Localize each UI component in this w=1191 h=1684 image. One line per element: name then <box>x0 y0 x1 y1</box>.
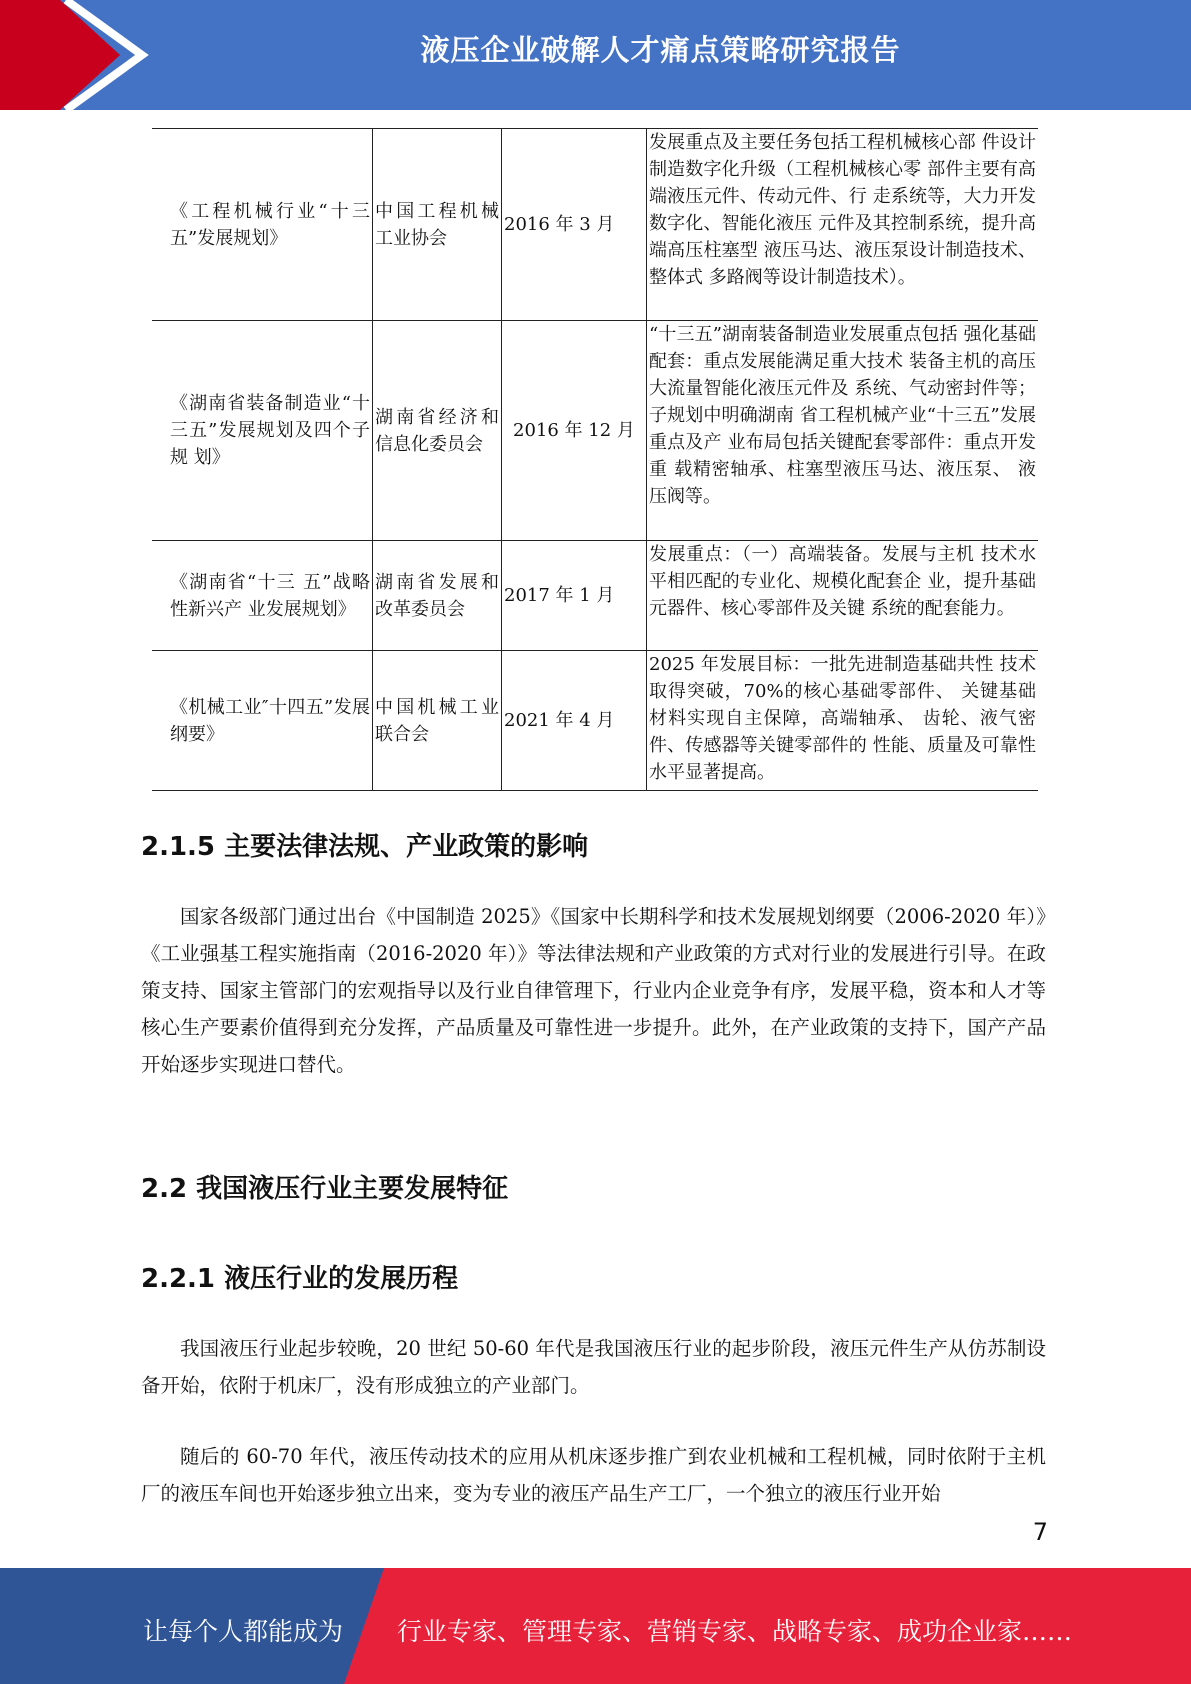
page-number: 7 <box>1032 1518 1048 1546</box>
policy-org-cell: 湖南省发展和改革委员会 <box>373 541 502 651</box>
policy-content-cell: 发展重点：（一）高端装备。发展与主机 技术水平相匹配的专业化、规模化配套企 业，提升基础元器件、核心零部件及关键 系统的配套能力。 <box>647 541 1039 651</box>
policy-date-cell: 2021 年 4 月 <box>502 651 647 791</box>
policy-content-cell: “十三五”湖南装备制造业发展重点包括 强化基础配套：重点发展能满足重大技术 装备主机的高压大流量智能化液压元件及 系统、气动密封件等；子规划中明确湖南 省工程机械产业“十三五”发展重点及产 业布局包括关键配套零部件：重点开发重 载精密轴承、柱塞型液压马达、液压泵、 液压阀等。 <box>647 321 1039 541</box>
policy-name-cell: 《湖南省装备制造业“十三五”发展规划及四个子规 划》 <box>152 321 373 541</box>
policy-name-cell: 《工程机械行业“十三五”发展规划》 <box>152 129 373 321</box>
policy-org-cell: 中国机械工业联合会 <box>373 651 502 791</box>
policy-date-cell: 2016 年 12 月 <box>502 321 647 541</box>
policy-org-cell: 湖南省经济和信息化委员会 <box>373 321 502 541</box>
report-title: 液压企业破解人才痛点策略研究报告 <box>420 33 901 67</box>
footer-slogan-left: 让每个人都能成为 <box>143 1617 344 1646</box>
table-row <box>152 541 1038 651</box>
table-row <box>152 321 1038 541</box>
policy-name-cell: 《湖南省“十三 五”战略性新兴产 业发展规划》 <box>152 541 373 651</box>
table-row <box>152 651 1038 791</box>
policy-table <box>152 128 1038 791</box>
policy-date-cell: 2017 年 1 月 <box>502 541 647 651</box>
policy-content-cell: 发展重点及主要任务包括工程机械核心部 件设计制造数字化升级（工程机械核心零 部件主要有高端液压元件、传动元件、行 走系统等，大力开发数字化、智能化液压 元件及其控制系统，提升高端高压柱塞型 液压马达、液压泵设计制造技术、整体式 多路阀等设计制造技术）。 <box>647 129 1039 321</box>
section-paragraph: 国家各级部门通过出台《中国制造 2025》《国家中长期科学和技术发展规划纲要（2006-2020 年）》《工业强基工程实施指南（2016-2020 年）》等法律法规和产业政策的方式对行业的发展进行引导。在政策支持、国家主管部门的宏观指导以及行业自律管理下，行业内企业竞争有序，发展平稳，资本和人才等核心生产要素价值得到充分发挥，产品质量及可靠性进一步提升。此外，在产业政策的支持下，国产产品开始逐步实现进口替代。 <box>141 905 1046 1076</box>
policy-name-cell: 《机械工业″十四五”发展纲要》 <box>152 651 373 791</box>
section-paragraph: 我国液压行业起步较晚，20 世纪 50-60 年代是我国液压行业的起步阶段，液压元件生产从仿苏制设备开始，依附于机床厂，没有形成独立的产业部门。 <box>141 1337 1046 1397</box>
policy-content-cell: 2025 年发展目标：一批先进制造基础共性 技术取得突破，70%的核心基础零部件、 关键基础材料实现自主保障，高端轴承、 齿轮、液气密件、传感器等关键零部件的 性能、质量及可靠性水平显著提高。 <box>647 651 1039 791</box>
section-heading-2-1-5: 2.1.5 主要法律法规、产业政策的影响 <box>141 832 589 862</box>
page-header <box>0 0 1191 110</box>
section-heading-2-2: 2.2 我国液压行业主要发展特征 <box>141 1174 509 1204</box>
footer-slogan-right: 行业专家、管理专家、营销专家、战略专家、成功企业家…… <box>397 1617 1073 1646</box>
section-paragraph: 随后的 60-70 年代，液压传动技术的应用从机床逐步推广到农业机械和工程机械，同时依附于主机厂的液压车间也开始逐步独立出来，变为专业的液压产品生产工厂，一个独立的液压行业开始 <box>141 1445 1046 1505</box>
table-row <box>152 129 1038 321</box>
policy-date-cell: 2016 年 3 月 <box>502 129 647 321</box>
section-heading-2-2-1: 2.2.1 液压行业的发展历程 <box>141 1264 459 1294</box>
policy-org-cell: 中国工程机械工业协会 <box>373 129 502 321</box>
